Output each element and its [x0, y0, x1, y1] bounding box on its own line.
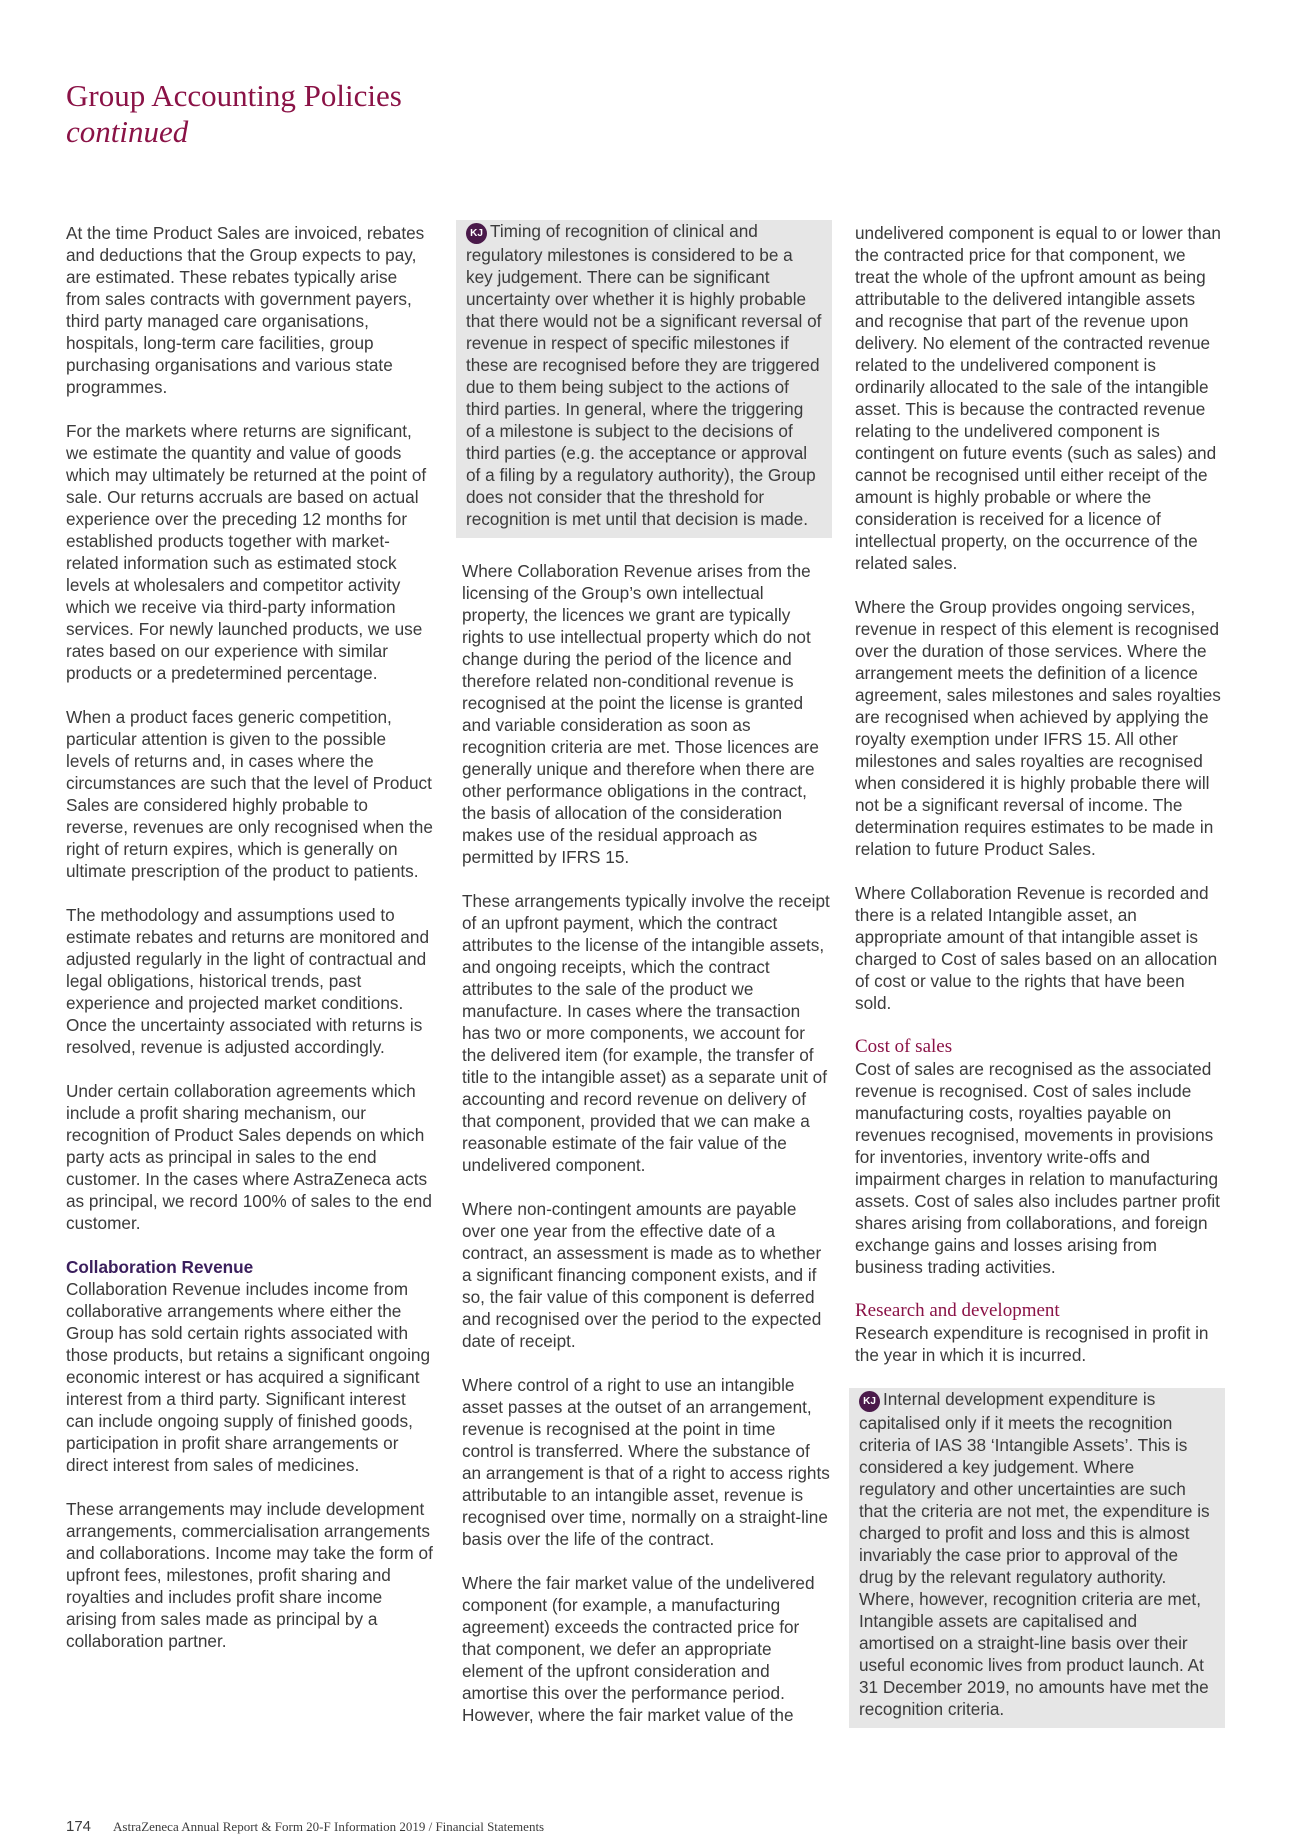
- paragraph-research: Research expenditure is recognised in profit in the year in which it is incurred.: [855, 1323, 1209, 1365]
- column-left: [66, 222, 434, 1674]
- paragraph-methodology: The methodology and assumptions used to estimate rebates and returns are monitored and adjusted regularly in the light of contractual and legal obligations, historical trends, past experience and projected market conditions. Once the uncertainty associated with returns is resolved, revenue is adjusted accordingly.: [66, 905, 430, 1057]
- footer-text: AstraZeneca Annual Report & Form 20-F Information 2019 / Financial Statements: [113, 1819, 545, 1834]
- paragraph-upfront-payment: These arrangements typically involve the receipt of an upfront payment, which the contract attributes to the license of the intangible assets, and ongoing receipts, which the contract attributes to the sale of the product we manufacture. In cases where the transaction has two or more components, we account for the delivered item (for example, the transfer of title to the intangible asset) as a separate unit of accounting and record revenue on delivery of that component, provided that we can make a reasonable estimate of the fair value of the undelivered component.: [462, 891, 830, 1175]
- key-judgement-text: Timing of recognition of clinical and regulatory milestones is considered to be a key judgement. There can be significant uncertainty over whether it is highly probable that there would not be a significant reversal of revenue in respect of specific milestones if these are recognised before they are triggered due to them being subject to the actions of third parties. In general, where the triggering of a milestone is subject to the decisions of third parties (e.g. the acceptance or approval of a filing by a regulatory authority), the Group does not consider that the threshold for recognition is met until that decision is made.: [466, 221, 822, 529]
- key-judgement-text: Internal development expenditure is capitalised only if it meets the recognition criteria of IAS 38 ‘Intangible Assets’. This is considered a key judgement. Where regulatory and other uncertainties are such that the criteria are not met, the expenditure is charged to profit and loss and this is almost invariably the case prior to approval of the drug by the relevant regulatory authority. Where, however, recognition criteria are met, Intangible assets are capitalised and amortised on a straight-line basis over their useful economic lives from product launch. At 31 December 2019, no amounts have met the recognition criteria.: [859, 1389, 1210, 1719]
- key-judgement-box-milestones: [456, 220, 832, 538]
- paragraph-returns: For the markets where returns are significant, we estimate the quantity and value of goods which may ultimately be returned at the point of sale. Our returns accruals are based on actual experience over the preceding 12 months for established products together with market-related information such as estimated stock levels at wholesalers and competitor activity which we receive via third-party information services. For newly launched products, we use rates based on our experience with similar products or a predetermined percentage.: [66, 421, 427, 683]
- paragraph-generic-competition: When a product faces generic competition, particular attention is given to the possible levels of returns and, in cases where the circumstances are such that the level of Product Sales are considered highly probable to reverse, revenues are only recognised when the right of return expires, which is generally on ultimate prescription of the product to patients.: [66, 707, 433, 881]
- page-subtitle: continued: [66, 114, 189, 149]
- paragraph-rebates: At the time Product Sales are invoiced, rebates and deductions that the Group expects to pay, are estimated. These rebates typically arise from sales contracts with government payers, third party managed care organisations, hospitals, long-term care facilities, group purchasing organisations and various state programmes.: [66, 223, 425, 397]
- paragraph-intangible-asset: Where Collaboration Revenue is recorded and there is a related Intangible asset, an appropriate amount of that intangible asset is charged to Cost of sales based on an allocation of cost or value to the rights that have been sold.: [855, 883, 1218, 1013]
- paragraph-undelivered-component: undelivered component is equal to or lower than the contracted price for that component, we treat the whole of the upfront amount as being attributable to the delivered intangible assets and recognise that part of the revenue upon delivery. No element of the contracted revenue related to the undelivered component is ordinarily allocated to the sale of the intangible asset. This is because the contracted revenue relating to the undelivered component is contingent on future events (such as sales) and cannot be recognised until either receipt of the amount is highly probable or where the consideration is received for a licence of intellectual property, on the occurrence of the related sales.: [855, 223, 1221, 573]
- paragraph-cost-of-sales: Cost of sales are recognised as the associated revenue is recognised. Cost of sales include manufacturing costs, royalties payable on revenues recognised, movements in provisions for inventories, inventory write-offs and impairment charges in relation to manufacturing assets. Cost of sales also includes partner profit shares arising from collaborations, and foreign exchange gains and losses arising from business trading activities.: [855, 1059, 1220, 1277]
- paragraph-collaboration-revenue: Collaboration Revenue includes income from collaborative arrangements where either the Group has sold certain rights associated with those products, but retains a significant ongoing economic interest or has acquired a significant interest from a third party. Significant interest can include ongoing supply of finished goods, participation in profit share arrangements or direct interest from sales of medicines.: [66, 1279, 431, 1475]
- key-judgement-icon: KJ: [859, 1391, 880, 1412]
- page-title: Group Accounting Policies: [66, 78, 402, 113]
- column-middle: [462, 222, 830, 1748]
- heading-cost-of-sales: Cost of sales: [855, 1036, 953, 1057]
- page-footer: [66, 1818, 544, 1835]
- key-judgement-box-development: [849, 1388, 1225, 1728]
- heading-research-development: Research and development: [855, 1300, 1060, 1321]
- column-right: [855, 222, 1223, 1750]
- paragraph-control-of-right: Where control of a right to use an intangible asset passes at the outset of an arrangement, revenue is recognised at the point in time control is transferred. Where the substance of an arrangement is that of a right to access rights attributable to an intangible asset, revenue is recognised over time, normally on a straight-line basis over the life of the contract.: [462, 1375, 830, 1549]
- paragraph-ongoing-services: Where the Group provides ongoing services, revenue in respect of this element is recognised over the duration of those services. Where the arrangement meets the definition of a licence agreement, sales milestones and sales royalties are recognised when achieved by applying the royalty exemption under IFRS 15. All other milestones and sales royalties are recognised when considered it is highly probable there will not be a significant reversal of income. The determination requires estimates to be made in relation to future Product Sales.: [855, 597, 1221, 859]
- paragraph-fair-market-value: Where the fair market value of the undelivered component (for example, a manufacturing agreement) exceeds the contracted price for that component, we defer an appropriate element of the upfront consideration and amortise this over the performance period. However, where the fair market value of the: [462, 1573, 815, 1725]
- paragraph-licensing: Where Collaboration Revenue arises from the licensing of the Group’s own intellectual property, the licences we grant are typically rights to use intellectual property which do not change during the period of the licence and therefore related non-conditional revenue is recognised at the point the license is granted and variable consideration as soon as recognition criteria are met. Those licences are generally unique and therefore when there are other performance obligations in the contract, the basis of allocation of the consideration makes use of the residual approach as permitted by IFRS 15.: [462, 561, 819, 867]
- paragraph-arrangements: These arrangements may include development arrangements, commercialisation arrangements and collaborations. Income may take the form of upfront fees, milestones, profit sharing and royalties and includes profit share income arising from sales made as principal by a collaboration partner.: [66, 1499, 433, 1651]
- key-judgement-icon: KJ: [466, 223, 487, 244]
- heading-collaboration-revenue: Collaboration Revenue: [66, 1257, 254, 1277]
- paragraph-collaboration-agreements: Under certain collaboration agreements which include a profit sharing mechanism, our recognition of Product Sales depends on which party acts as principal in sales to the end customer. In the cases where AstraZeneca acts as principal, we record 100% of sales to the end customer.: [66, 1081, 432, 1233]
- page-number: 174: [66, 1818, 92, 1835]
- page-header: [66, 78, 402, 150]
- paragraph-non-contingent: Where non-contingent amounts are payable over one year from the effective date of a contract, an assessment is made as to whether a significant financing component exists, and if so, the fair value of this component is deferred and recognised over the period to the expected date of receipt.: [462, 1199, 822, 1351]
